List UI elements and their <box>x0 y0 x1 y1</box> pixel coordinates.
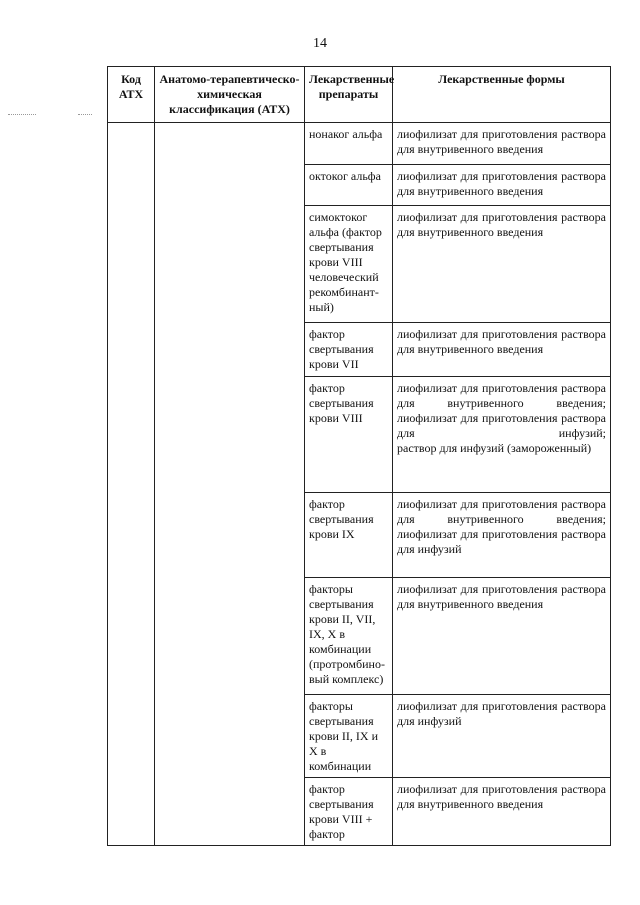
form-line: лиофилизат для приготовления раствора для внутривенного введения <box>397 582 606 611</box>
table-header-row <box>108 67 611 123</box>
page-number: 14 <box>313 36 327 51</box>
forms-cell <box>393 206 611 323</box>
drug-cell: факторы свертывания крови II, VII, IX, X в комбинации (протромбино-вый комплекс) <box>305 578 393 695</box>
forms-cell <box>393 778 611 846</box>
margin-mark <box>78 114 92 115</box>
drug-cell: октоког альфа <box>305 165 393 206</box>
form-line: лиофилизат для приготовления раствора для внутривенного введения <box>397 210 606 239</box>
form-line: лиофилизат для приготовления раствора для инфузий <box>397 699 606 728</box>
form-line: раствор для инфузий (замороженный) <box>397 441 592 455</box>
drug-cell: фактор свертывания крови VII <box>305 323 393 377</box>
form-line: лиофилизат для приготовления раствора для внутривенного введения; <box>397 381 606 410</box>
form-line: лиофилизат для приготовления раствора для внутривенного введения <box>397 782 606 811</box>
drug-cell: фактор свертывания крови IX <box>305 493 393 578</box>
forms-cell <box>393 578 611 695</box>
form-line: лиофилизат для приготовления раствора для инфузий; <box>397 411 606 440</box>
header-atc: Анатомо-терапевтическо-химическая классификация (АТХ) <box>155 67 305 123</box>
form-line: лиофилизат для приготовления раствора для внутривенного введения; <box>397 497 606 526</box>
drug-cell: фактор свертывания крови VIII + фактор <box>305 778 393 846</box>
drug-table <box>107 66 611 846</box>
margin-mark <box>8 114 36 115</box>
code-cell <box>108 123 155 846</box>
form-line: лиофилизат для приготовления раствора для внутривенного введения <box>397 169 606 198</box>
table-body <box>108 123 611 846</box>
forms-cell <box>393 165 611 206</box>
table-row <box>108 123 611 165</box>
forms-cell <box>393 323 611 377</box>
form-line: лиофилизат для приготовления раствора для внутривенного введения <box>397 327 606 356</box>
forms-cell <box>393 377 611 493</box>
form-line: лиофилизат для приготовления раствора для инфузий <box>397 527 606 556</box>
forms-cell <box>393 695 611 778</box>
atc-cell <box>155 123 305 846</box>
header-drug: Лекарственные препараты <box>305 67 393 123</box>
drug-cell: симоктоког альфа (фактор свертывания крови VIII человеческий рекомбинант-ный) <box>305 206 393 323</box>
header-code: Код АТХ <box>108 67 155 123</box>
form-line: лиофилизат для приготовления раствора для внутривенного введения <box>397 127 606 156</box>
drug-cell: фактор свертывания крови VIII <box>305 377 393 493</box>
header-forms: Лекарственные формы <box>393 67 611 123</box>
drug-cell: нонаког альфа <box>305 123 393 165</box>
drug-cell: факторы свертывания крови II, IX и X в комбинации <box>305 695 393 778</box>
forms-cell <box>393 493 611 578</box>
forms-cell <box>393 123 611 165</box>
